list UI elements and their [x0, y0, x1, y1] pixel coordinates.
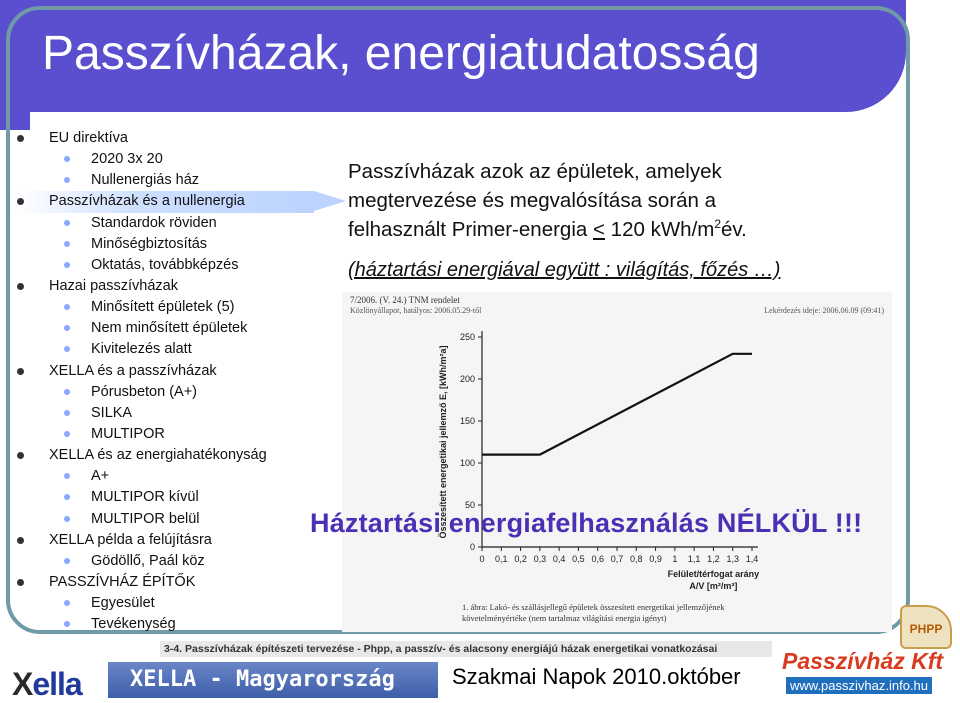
outline-subitem — [14, 318, 314, 339]
definition-unit: év. — [721, 218, 747, 241]
bullet-icon — [64, 346, 70, 352]
outline-label: PASSZÍVHÁZ ÉPÍTŐK — [49, 574, 195, 590]
outline-subitem — [14, 509, 314, 530]
outline-label: Minőségbiztosítás — [91, 236, 207, 252]
outline-label: Hazai passzívházak — [49, 278, 178, 294]
outline-label: Passzívházak és a nullenergia — [49, 193, 245, 209]
bullet-icon — [64, 220, 70, 226]
bullet-icon — [17, 579, 24, 586]
figure-header-right: Lekérdezés ideje: 2006.06.09 (09:41) — [764, 306, 884, 315]
x-tick-label: 0,8 — [630, 554, 643, 564]
definition-lead: Passzívházak — [348, 160, 474, 183]
bullet-icon — [64, 410, 70, 416]
x-axis-label-unit: A/V [m²/m³] — [689, 581, 737, 591]
big-statement: Háztartási energiafelhasználás NÉLKÜL !!! — [310, 508, 862, 539]
outline-label: MULTIPOR belül — [91, 511, 200, 527]
definition-text: azok az épületek, amelyek megtervezése és megvalósítása során a felhasznált Primer-energia — [348, 160, 722, 241]
figure-header-sub: Közlönyállapot, hatályos: 2006.05.29-től — [350, 306, 481, 315]
outline-section — [14, 445, 314, 466]
figure-header-left: 7/2006. (V. 24.) TNM rendelet — [350, 295, 460, 305]
outline-subitem — [14, 551, 314, 572]
outline-subitem — [14, 424, 314, 445]
definition-lt: < — [593, 218, 605, 241]
bullet-icon — [17, 198, 24, 205]
passive-house-definition — [348, 157, 808, 244]
outline-subitem — [14, 466, 314, 487]
outline-subitem — [14, 339, 314, 360]
requirement-line — [482, 354, 752, 455]
energy-requirement-chart — [342, 292, 892, 602]
outline-label: XELLA példa a felújításra — [49, 532, 212, 548]
xella-logo-x: X — [12, 666, 32, 702]
x-tick-label: 0,2 — [514, 554, 527, 564]
x-tick-label: 0,9 — [649, 554, 662, 564]
bullet-icon — [64, 473, 70, 479]
regulation-figure — [342, 292, 892, 632]
y-tick-label: 150 — [460, 416, 475, 426]
outline-subitem — [14, 213, 314, 234]
bullet-icon — [64, 558, 70, 564]
bullet-icon — [64, 431, 70, 437]
outline-label: A+ — [91, 468, 109, 484]
outline-subitem — [14, 593, 314, 614]
x-axis-label: Felület/térfogat arány — [668, 569, 760, 579]
figure-caption: 1. ábra: Lakó- és szállásjellegű épületek összesített energetikai jellemzőjének követelményértéke (nem tartalmaz világítási energia igényt) — [462, 602, 782, 624]
outline-label: Nullenergiás ház — [91, 172, 199, 188]
x-tick-label: 1,1 — [688, 554, 701, 564]
x-tick-label: 0,7 — [611, 554, 624, 564]
xella-banner: XELLA - Magyarország — [108, 662, 438, 698]
bullet-icon — [64, 177, 70, 183]
outline-section — [14, 276, 314, 297]
event-label: Szakmai Napok 2010.október — [452, 664, 741, 690]
x-tick-label: 1 — [672, 554, 677, 564]
x-tick-label: 0,1 — [495, 554, 508, 564]
outline-subitem — [14, 382, 314, 403]
slide-title: Passzívházak, energiatudatosság — [42, 26, 760, 81]
x-tick-label: 0,4 — [553, 554, 566, 564]
company-url: www.passzivhaz.info.hu — [786, 677, 932, 694]
x-tick-label: 0,5 — [572, 554, 585, 564]
y-tick-label: 50 — [465, 500, 475, 510]
course-strip: 3-4. Passzívházak építészeti tervezése - Phpp, a passzív- és alacsony energiájú házak energetikai vonatkozásai — [160, 641, 772, 657]
bullet-icon — [64, 325, 70, 331]
phpp-logo: PHPP — [900, 605, 952, 649]
xella-logo — [12, 666, 82, 703]
bullet-icon — [17, 368, 24, 375]
bullet-icon — [64, 241, 70, 247]
definition-sup: 2 — [714, 217, 721, 231]
household-energy-note: (háztartási energiával együtt : világítás, főzés …) — [348, 259, 780, 282]
definition-value: 120 kWh/m — [605, 218, 714, 241]
outline-section — [14, 128, 314, 149]
outline-subitem — [14, 170, 314, 191]
outline-label: Gödöllő, Paál köz — [91, 553, 205, 569]
bullet-icon — [64, 304, 70, 310]
y-tick-label: 250 — [460, 332, 475, 342]
outline-label: XELLA és a passzívházak — [49, 363, 217, 379]
outline-label: MULTIPOR — [91, 426, 165, 442]
bullet-icon — [17, 135, 24, 142]
y-axis-label: Összesített energetikai jellemző E, [kWh/m²a] — [438, 345, 448, 538]
x-tick-label: 0 — [479, 554, 484, 564]
bullet-icon — [64, 262, 70, 268]
company-logo: Passzívház Kft — [782, 648, 943, 675]
outline-label: XELLA és az energiahatékonyság — [49, 447, 267, 463]
bullet-icon — [17, 283, 24, 290]
outline-subitem — [14, 255, 314, 276]
x-tick-label: 1,4 — [746, 554, 759, 564]
outline-subitem — [14, 297, 314, 318]
outline-label: Tevékenység — [91, 616, 176, 632]
outline-list — [14, 128, 314, 635]
y-tick-label: 100 — [460, 458, 475, 468]
outline-label: Nem minősített épületek — [91, 320, 247, 336]
xella-logo-rest: ella — [32, 666, 81, 702]
x-tick-label: 1,2 — [707, 554, 720, 564]
outline-section — [14, 361, 314, 382]
y-tick-label: 0 — [470, 542, 475, 552]
x-tick-label: 0,6 — [591, 554, 604, 564]
outline-section — [14, 530, 314, 551]
outline-label: SILKA — [91, 405, 132, 421]
outline-label: EU direktíva — [49, 130, 128, 146]
outline-subitem — [14, 487, 314, 508]
bullet-icon — [64, 494, 70, 500]
outline-label: Oktatás, továbbképzés — [91, 257, 239, 273]
y-tick-label: 200 — [460, 374, 475, 384]
bullet-icon — [64, 156, 70, 162]
outline-label: Standardok röviden — [91, 215, 217, 231]
bullet-icon — [64, 600, 70, 606]
outline-subitem — [14, 149, 314, 170]
outline-label: Minősített épületek (5) — [91, 299, 234, 315]
outline-label: Pórusbeton (A+) — [91, 384, 197, 400]
bullet-icon — [64, 516, 70, 522]
outline-subitem — [14, 234, 314, 255]
bullet-icon — [64, 389, 70, 395]
outline-label: Kivitelezés alatt — [91, 341, 192, 357]
bullet-icon — [17, 537, 24, 544]
outline-label: 2020 3x 20 — [91, 151, 163, 167]
bullet-icon — [17, 452, 24, 459]
outline-label: MULTIPOR kívül — [91, 489, 199, 505]
outline-subitem — [14, 403, 314, 424]
outline-section — [14, 572, 314, 593]
outline-subitem — [14, 614, 314, 635]
outline-section — [14, 191, 314, 212]
bullet-icon — [64, 621, 70, 627]
x-tick-label: 1,3 — [726, 554, 739, 564]
outline-label: Egyesület — [91, 595, 155, 611]
x-tick-label: 0,3 — [534, 554, 547, 564]
